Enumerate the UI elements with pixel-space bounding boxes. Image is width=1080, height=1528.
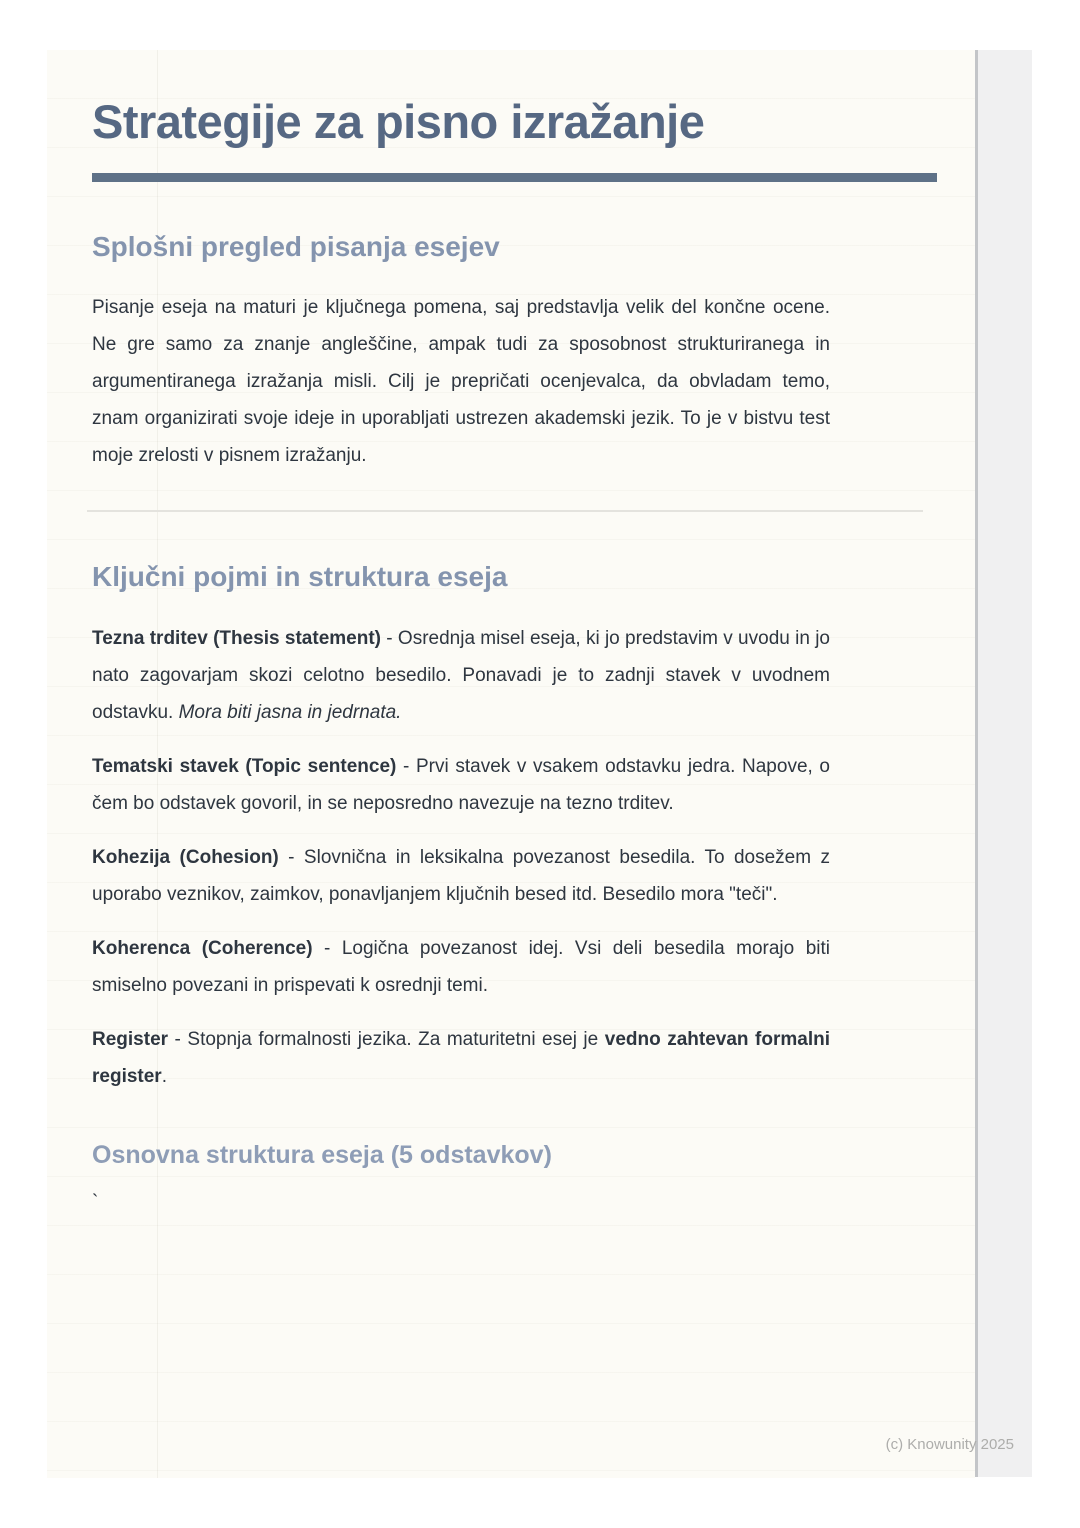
section-heading-overview: Splošni pregled pisanja esejev [92,231,500,262]
page-edge-strip [975,50,1032,1477]
text-segment: - Slovnična in leksikalna povezanost besedila. To dosežem z uporabo veznikov, zaimkov, ponavljanjem ključnih besed itd. Besedilo mora "teči". [92,847,830,905]
term-paragraph-thesis [92,620,830,731]
text-segment: vedno zahtevan formalni register [92,1029,830,1087]
text-segment: Kohezija (Cohesion) [92,847,279,868]
term-paragraph-coherence [92,930,830,1004]
subsection-heading-structure: Osnovna struktura eseja (5 odstavkov) [92,1141,552,1169]
document-page [47,50,975,1478]
term-paragraph-cohesion [92,839,830,913]
text-segment: Tematski stavek (Topic sentence) [92,756,397,777]
stray-backtick-text: ` [92,1192,99,1213]
section-heading-key-terms: Ključni pojmi in struktura eseja [92,561,508,592]
overview-paragraph: Pisanje eseja na maturi je ključnega pomena, saj predstavlja velik del končne ocene. Ne gre samo za znanje angleščine, ampak tudi za sposobnost strukturiranega in argumentiranega izražanja misli. Cilj je prepričati ocenjevalca, da obvladam temo, znam organizirati svoje ideje in uporabljati ustrezen akademski jezik. To je v bistvu test moje zrelosti v pisnem izražanju. [92,297,830,466]
term-paragraph-topic-sentence [92,748,830,822]
text-segment: Mora biti jasna in jedrnata. [178,702,402,723]
text-segment: - Osrednja misel eseja, ki jo predstavim v uvodu in jo nato zagovarjam skozi celotno besedilo. Ponavadi je to zadnji stavek v uvodnem odstavku. [92,628,830,723]
title-underline-rule [92,173,937,182]
text-segment: - Logična povezanost idej. Vsi deli besedila morajo biti smiselno povezani in prispevati k osrednji temi. [92,938,830,996]
copyright-footer: (c) Knowunity 2025 [885,1436,1014,1453]
page-content [92,50,852,1214]
text-segment: . [161,1066,167,1087]
page-title: Strategije za pisno izražanje [92,95,705,148]
text-segment: Koherenca (Coherence) [92,938,313,959]
text-segment: - Prvi stavek v vsakem odstavku jedra. Napove, o čem bo odstavek govoril, in se neposredno navezuje na tezno trditev. [92,756,831,814]
text-segment: - Stopnja formalnosti jezika. Za maturitetni esej je [168,1029,605,1050]
key-terms-list [92,620,852,1095]
section-divider [87,510,923,512]
text-segment: Tezna trditev (Thesis statement) [92,628,381,649]
term-paragraph-register [92,1021,830,1095]
text-segment: Register [92,1029,169,1050]
